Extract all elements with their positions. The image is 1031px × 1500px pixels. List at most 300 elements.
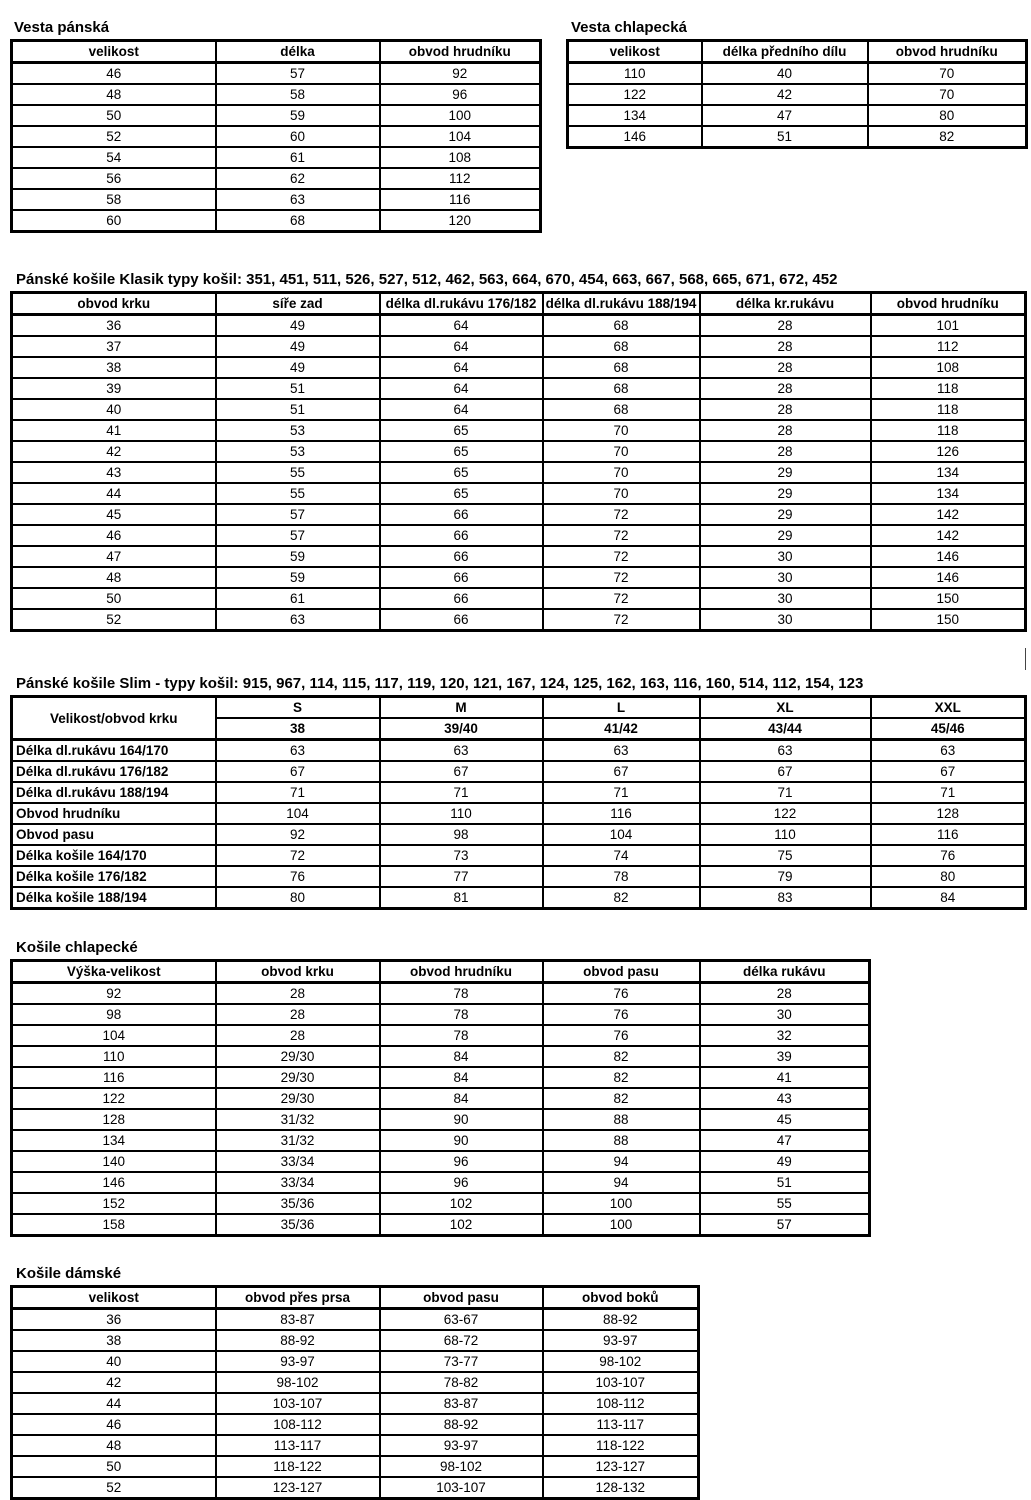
table-cell: 56 [12,168,216,189]
table-cell: 29/30 [216,1088,380,1109]
table-cell: 78 [380,983,543,1005]
table-cell: 140 [12,1151,216,1172]
table-cell: 152 [12,1193,216,1214]
table-cell: 64 [380,357,543,378]
table-cell: 118 [871,420,1026,441]
table-cell: 49 [700,1151,870,1172]
table-cell: 72 [543,609,700,631]
table-cell: 57 [700,1214,870,1236]
neck-header: 43/44 [700,718,871,740]
table-row [12,1109,870,1130]
table-cell: 84 [380,1067,543,1088]
size-header: M [380,697,543,719]
table-cell: 66 [380,567,543,588]
size-header-row [12,697,1026,719]
table-cell: 40 [12,1351,216,1372]
neck-header: 38 [216,718,380,740]
column-header: obvod hrudníku [871,293,1026,315]
table-cell: 79 [700,866,871,887]
table-cell: 123-127 [216,1477,380,1499]
table-cell: 43 [12,462,216,483]
table-cell: 66 [380,504,543,525]
table-cell: 100 [380,105,541,126]
table-cell: 38 [12,357,216,378]
table-row [12,336,1026,357]
table-row [12,1088,870,1109]
column-header: obvod pasu [543,961,700,983]
table-cell: 113-117 [216,1435,380,1456]
table-row [568,63,1027,85]
table-cell: 108-112 [543,1393,699,1414]
table-cell: 64 [380,336,543,357]
table-cell: 42 [702,84,868,105]
table-cell: 31/32 [216,1130,380,1151]
table-cell: 31/32 [216,1109,380,1130]
column-header: délka [216,41,380,63]
header-row [12,1287,699,1309]
table-cell: 71 [216,782,380,803]
table-cell: 74 [543,845,700,866]
row-label: Obvod hrudníku [12,803,216,824]
table-cell: 150 [871,588,1026,609]
table-cell: 82 [543,1046,700,1067]
table-cell: 110 [700,824,871,845]
table-cell: 98 [380,824,543,845]
table-cell: 102 [380,1214,543,1236]
table-cell: 101 [871,315,1026,337]
table-cell: 68 [543,378,700,399]
table-cell: 68 [543,357,700,378]
table-cell: 52 [12,1477,216,1499]
column-header: délka předního dílu [702,41,868,63]
table-cell: 142 [871,504,1026,525]
table-cell: 63 [216,189,380,210]
table-cell: 84 [871,887,1026,909]
table-cell: 92 [12,983,216,1005]
table-cell: 66 [380,609,543,631]
section-title-kosile-slim: Pánské košile Slim - typy košil: 915, 967, 114, 115, 117, 119, 120, 121, 167, 124, 125, 162, 163, 116, 160, 514, 112, 154, 123 [16,675,864,692]
column-header: obvod pasu [380,1287,543,1309]
table-cell: 81 [380,887,543,909]
column-header: Výška-velikost [12,961,216,983]
table-cell: 30 [700,588,871,609]
column-header: síře zad [216,293,380,315]
table-cell: 82 [543,1067,700,1088]
header-row [12,293,1026,315]
table-cell: 72 [543,546,700,567]
table-cell: 72 [543,504,700,525]
column-header: obvod krku [12,293,216,315]
table-cell: 30 [700,546,871,567]
table-cell: 65 [380,441,543,462]
table-cell: 58 [216,84,380,105]
table-row [12,1372,699,1393]
table-cell: 84 [380,1046,543,1067]
table-cell: 28 [700,983,870,1005]
table-cell: 46 [12,525,216,546]
table-cell: 108-112 [216,1414,380,1435]
table-cell: 63 [216,740,380,762]
size-header: XXL [871,697,1026,719]
table-cell: 122 [700,803,871,824]
table-row [12,441,1026,462]
table-cell: 71 [700,782,871,803]
table-cell: 72 [216,845,380,866]
table-cell: 57 [216,504,380,525]
table-cell: 78 [380,1004,543,1025]
table-cell: 48 [12,1435,216,1456]
column-header: obvod hrudníku [380,41,541,63]
table-row [12,1330,699,1351]
table-cell: 128 [12,1109,216,1130]
table-row [12,1193,870,1214]
table-cell: 68-72 [380,1330,543,1351]
table-cell: 158 [12,1214,216,1236]
table-cell: 28 [216,1004,380,1025]
section-title-vesta-chlapecka: Vesta chlapecká [571,19,687,36]
table-row [12,147,541,168]
table-cell: 98-102 [380,1456,543,1477]
table-cell: 47 [700,1130,870,1151]
table-cell: 65 [380,462,543,483]
column-header: obvod přes prsa [216,1287,380,1309]
table-cell: 116 [12,1067,216,1088]
table-row [568,84,1027,105]
table-cell: 28 [700,378,871,399]
table-cell: 59 [216,567,380,588]
section-title-vesta-panska: Vesta pánská [14,19,110,36]
table-cell: 28 [700,336,871,357]
table-row [12,525,1026,546]
table-cell: 104 [380,126,541,147]
table-cell: 112 [380,168,541,189]
table-cell: 39 [12,378,216,399]
table-cell: 49 [216,336,380,357]
table-cell: 30 [700,609,871,631]
table-row [12,1435,699,1456]
table-cell: 72 [543,525,700,546]
table-cell: 67 [380,761,543,782]
table-cell: 55 [700,1193,870,1214]
column-header: délka kr.rukávu [700,293,871,315]
table-cell: 30 [700,567,871,588]
table-cell: 47 [702,105,868,126]
table-cell: 64 [380,315,543,337]
table-cell: 90 [380,1130,543,1151]
table-cell: 104 [216,803,380,824]
table-cell: 41 [700,1067,870,1088]
table-cell: 45 [12,504,216,525]
table-kosile-slim [10,695,1027,910]
table-row [12,63,541,85]
table-row [12,357,1026,378]
table-vesta-panska [10,39,542,233]
corner-header: Velikost/obvod krku [12,697,216,740]
table-cell: 32 [700,1025,870,1046]
table-row [12,1393,699,1414]
table-cell: 118-122 [543,1435,699,1456]
table-row [12,887,1026,909]
table-row [12,1004,870,1025]
row-label: Délka košile 188/194 [12,887,216,909]
header-row [12,41,541,63]
table-row [12,1067,870,1088]
table-kosile-damske [10,1285,700,1500]
neck-header: 39/40 [380,718,543,740]
table-cell: 59 [216,105,380,126]
table-row [12,462,1026,483]
column-header: obvod boků [543,1287,699,1309]
table-cell: 98 [12,1004,216,1025]
table-cell: 71 [380,782,543,803]
table-row [12,1309,699,1331]
table-cell: 108 [871,357,1026,378]
table-cell: 126 [871,441,1026,462]
table-cell: 42 [12,441,216,462]
table-row [12,483,1026,504]
table-cell: 112 [871,336,1026,357]
row-label: Délka košile 164/170 [12,845,216,866]
table-cell: 50 [12,588,216,609]
table-cell: 68 [543,336,700,357]
table-cell: 67 [216,761,380,782]
table-row [12,189,541,210]
table-row [12,782,1026,803]
column-header: délka dl.rukávu 188/194 [543,293,700,315]
table-cell: 70 [868,63,1027,85]
table-cell: 68 [543,315,700,337]
header-row [568,41,1027,63]
neck-header: 45/46 [871,718,1026,740]
size-header: S [216,697,380,719]
table-cell: 63 [380,740,543,762]
table-cell: 29/30 [216,1046,380,1067]
column-header: obvod hrudníku [868,41,1027,63]
table-cell: 67 [543,761,700,782]
table-cell: 110 [568,63,702,85]
table-row [12,740,1026,762]
table-cell: 67 [871,761,1026,782]
table-cell: 29 [700,504,871,525]
table-cell: 64 [380,399,543,420]
table-cell: 120 [380,210,541,232]
table-row [12,399,1026,420]
table-cell: 61 [216,588,380,609]
table-cell: 142 [871,525,1026,546]
table-cell: 52 [12,609,216,631]
section-title-kosile-klasik: Pánské košile Klasik typy košil: 351, 451, 511, 526, 527, 512, 462, 563, 664, 670, 454, 663, 667, 568, 665, 671, 672, 452 [16,271,838,288]
size-header: XL [700,697,871,719]
table-cell: 84 [380,1088,543,1109]
table-row [12,1172,870,1193]
table-cell: 108 [380,147,541,168]
table-cell: 46 [12,1414,216,1435]
table-cell: 63 [216,609,380,631]
table-cell: 104 [543,824,700,845]
table-cell: 47 [12,546,216,567]
table-cell: 77 [380,866,543,887]
table-row [12,1025,870,1046]
table-cell: 35/36 [216,1193,380,1214]
table-cell: 76 [543,983,700,1005]
table-cell: 98-102 [543,1351,699,1372]
table-cell: 88 [543,1130,700,1151]
table-cell: 63 [700,740,871,762]
size-header: L [543,697,700,719]
table-cell: 146 [12,1172,216,1193]
table-cell: 150 [871,609,1026,631]
table-row [12,1214,870,1236]
table-cell: 51 [216,378,380,399]
table-cell: 88-92 [543,1309,699,1331]
table-cell: 94 [543,1172,700,1193]
table-cell: 80 [216,887,380,909]
table-cell: 78 [543,866,700,887]
table-cell: 44 [12,1393,216,1414]
table-cell: 36 [12,1309,216,1331]
table-cell: 67 [700,761,871,782]
table-cell: 55 [216,462,380,483]
table-row [12,378,1026,399]
table-row [12,1151,870,1172]
table-cell: 118 [871,399,1026,420]
table-cell: 68 [216,210,380,232]
row-label: Obvod pasu [12,824,216,845]
table-cell: 57 [216,63,380,85]
table-cell: 28 [700,399,871,420]
table-row [12,803,1026,824]
table-cell: 28 [216,983,380,1005]
table-cell: 118 [871,378,1026,399]
table-row [12,588,1026,609]
table-cell: 82 [543,887,700,909]
table-cell: 59 [216,546,380,567]
table-cell: 35/36 [216,1214,380,1236]
table-cell: 29 [700,483,871,504]
table-cell: 28 [700,315,871,337]
table-row [12,1130,870,1151]
table-cell: 75 [700,845,871,866]
table-row [12,210,541,232]
table-cell: 76 [871,845,1026,866]
table-cell: 39 [700,1046,870,1067]
table-cell: 60 [12,210,216,232]
table-cell: 113-117 [543,1414,699,1435]
table-cell: 94 [543,1151,700,1172]
table-row [568,126,1027,148]
table-cell: 64 [380,378,543,399]
table-row [12,845,1026,866]
table-cell: 40 [702,63,868,85]
table-row [12,168,541,189]
table-cell: 146 [871,567,1026,588]
table-cell: 70 [868,84,1027,105]
table-cell: 122 [12,1088,216,1109]
table-cell: 88-92 [380,1414,543,1435]
table-cell: 110 [12,1046,216,1067]
table-cell: 38 [12,1330,216,1351]
table-vesta-chlapecka [566,39,1028,149]
table-row [12,1414,699,1435]
table-row [12,105,541,126]
table-cell: 66 [380,525,543,546]
table-cell: 51 [700,1172,870,1193]
table-cell: 43 [700,1088,870,1109]
table-cell: 72 [543,588,700,609]
table-cell: 51 [216,399,380,420]
table-kosile-klasik [10,291,1027,632]
table-cell: 28 [216,1025,380,1046]
table-cell: 54 [12,147,216,168]
table-cell: 76 [216,866,380,887]
column-header: obvod hrudníku [380,961,543,983]
table-cell: 53 [216,420,380,441]
table-row [568,105,1027,126]
table-cell: 116 [543,803,700,824]
table-cell: 55 [216,483,380,504]
table-row [12,546,1026,567]
table-cell: 88 [543,1109,700,1130]
table-cell: 83 [700,887,871,909]
table-cell: 44 [12,483,216,504]
table-cell: 65 [380,483,543,504]
table-cell: 103-107 [216,1393,380,1414]
table-cell: 66 [380,546,543,567]
table-cell: 70 [543,462,700,483]
table-cell: 29 [700,525,871,546]
column-header: velikost [12,1287,216,1309]
table-cell: 110 [380,803,543,824]
table-cell: 93-97 [543,1330,699,1351]
row-label: Délka dl.rukávu 164/170 [12,740,216,762]
row-label: Délka košile 176/182 [12,866,216,887]
table-cell: 68 [543,399,700,420]
table-cell: 28 [700,441,871,462]
table-cell: 83-87 [216,1309,380,1331]
table-cell: 134 [871,462,1026,483]
table-cell: 78 [380,1025,543,1046]
table-cell: 76 [543,1004,700,1025]
table-cell: 62 [216,168,380,189]
table-cell: 98-102 [216,1372,380,1393]
table-cell: 92 [380,63,541,85]
table-row [12,504,1026,525]
table-cell: 76 [543,1025,700,1046]
table-row [12,420,1026,441]
table-cell: 41 [12,420,216,441]
table-cell: 102 [380,1193,543,1214]
table-cell: 83-87 [380,1393,543,1414]
table-cell: 70 [543,420,700,441]
table-cell: 103-107 [543,1372,699,1393]
table-cell: 66 [380,588,543,609]
table-cell: 63 [543,740,700,762]
table-cell: 28 [700,420,871,441]
table-row [12,866,1026,887]
table-row [12,1456,699,1477]
table-cell: 71 [871,782,1026,803]
table-cell: 36 [12,315,216,337]
table-cell: 93-97 [380,1435,543,1456]
table-row [12,315,1026,337]
table-cell: 28 [700,357,871,378]
table-row [12,1046,870,1067]
table-cell: 45 [700,1109,870,1130]
table-cell: 57 [216,525,380,546]
table-cell: 104 [12,1025,216,1046]
column-header: velikost [12,41,216,63]
table-cell: 65 [380,420,543,441]
